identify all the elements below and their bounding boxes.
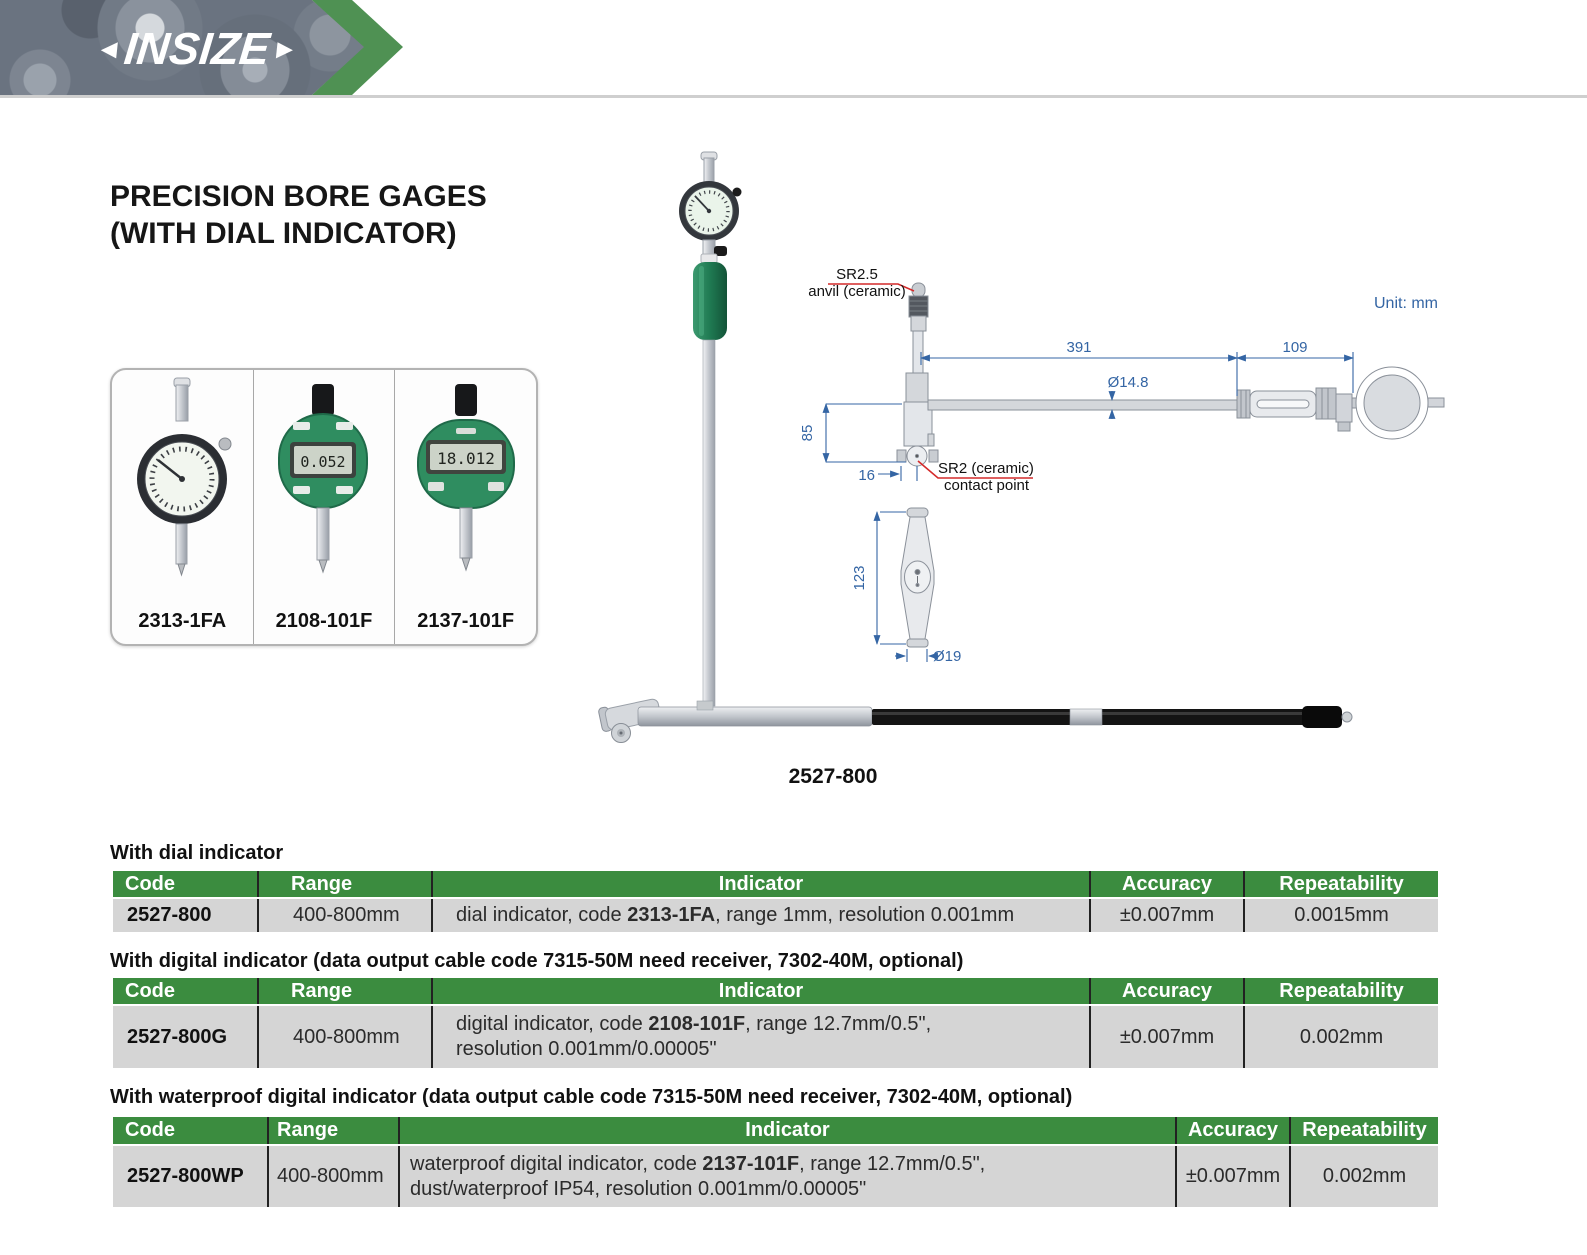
section-title-dial: With dial indicator bbox=[110, 842, 284, 864]
gallery-item-code: 2108-101F bbox=[275, 610, 373, 632]
cell-repeatability: 0.002mm bbox=[1322, 1165, 1407, 1187]
gallery-item-waterproof-digital-indicator bbox=[395, 370, 536, 644]
section-title-digital: With digital indicator (data output cable code 7315-50M need receiver, 7302-40M, optional) bbox=[110, 950, 964, 972]
gallery-item-code: 2313-1FA bbox=[138, 610, 227, 632]
cell-repeatability: 0.002mm bbox=[1299, 1025, 1384, 1048]
anvil-label-line1: SR2.5 bbox=[836, 266, 878, 283]
green-grip bbox=[693, 262, 727, 340]
gallery-item-dial-indicator bbox=[112, 370, 254, 644]
col-header-range: Range bbox=[259, 978, 433, 1004]
col-header-indicator: Indicator bbox=[433, 978, 1091, 1004]
col-header-indicator: Indicator bbox=[433, 871, 1091, 897]
cell-accuracy: ±0.007mm bbox=[1091, 899, 1245, 932]
page-title-line1: PRECISION BORE GAGES bbox=[110, 180, 487, 213]
logo-left-arrow-icon: ◄ bbox=[94, 33, 125, 64]
section-title-waterproof: With waterproof digital indicator (data output cable code 7315-50M need receiver, 7302-40M, optional) bbox=[110, 1086, 1073, 1108]
col-header-repeatability: Repeatability bbox=[1279, 979, 1404, 1002]
cell-indicator: dial indicator, code 2313-1FA, range 1mm, resolution 0.001mm bbox=[433, 899, 1091, 932]
col-header-accuracy: Accuracy bbox=[1091, 978, 1245, 1004]
col-header-code: Code bbox=[113, 1117, 269, 1144]
extension-rod bbox=[872, 706, 1352, 728]
contact-label-line2: contact point bbox=[944, 477, 1030, 494]
col-header-code: Code bbox=[113, 978, 259, 1004]
digital-indicator-image bbox=[254, 376, 394, 596]
lcd-value: 0.052 bbox=[300, 453, 346, 471]
col-header-indicator: Indicator bbox=[400, 1117, 1177, 1144]
cell-code: 2527-800WP bbox=[113, 1146, 269, 1207]
dim-85-label: 85 bbox=[799, 424, 816, 442]
table-header-row bbox=[113, 1117, 1438, 1146]
table-waterproof-digital-indicator bbox=[113, 1117, 1438, 1207]
col-header-range: Range bbox=[259, 871, 433, 897]
indicator-gallery bbox=[110, 368, 538, 646]
dim-123-label: 123 bbox=[851, 565, 868, 591]
anvil-label-line2: anvil (ceramic) bbox=[808, 283, 906, 300]
cell-code: 2527-800G bbox=[113, 1006, 259, 1068]
page-title-line2: (WITH DIAL INDICATOR) bbox=[110, 217, 457, 250]
gallery-item-digital-indicator bbox=[254, 370, 396, 644]
table-row bbox=[113, 1006, 1438, 1068]
col-header-accuracy: Accuracy bbox=[1091, 871, 1245, 897]
table-digital-indicator bbox=[113, 978, 1438, 1068]
cell-range: 400-800mm bbox=[269, 1146, 400, 1207]
col-header-code: Code bbox=[113, 871, 259, 897]
header-divider bbox=[0, 95, 1587, 98]
cell-indicator: waterproof digital indicator, code 2137-101F, range 12.7mm/0.5", dust/waterproof IP54, resolution 0.001mm/0.00005" bbox=[400, 1146, 1177, 1207]
insize-logo bbox=[89, 20, 305, 78]
table-header-row bbox=[113, 871, 1438, 899]
page-title bbox=[110, 178, 487, 252]
table-row bbox=[113, 899, 1438, 932]
page-header bbox=[0, 0, 1587, 95]
col-header-accuracy: Accuracy bbox=[1177, 1117, 1291, 1144]
logo-text: INSIZE bbox=[121, 23, 273, 74]
cell-repeatability: 0.0015mm bbox=[1294, 904, 1389, 926]
dim-391-label: 391 bbox=[1066, 339, 1092, 356]
product-code-label: 2527-800 bbox=[788, 765, 878, 788]
table-dial-indicator bbox=[113, 871, 1438, 932]
cell-indicator: digital indicator, code 2108-101F, range 12.7mm/0.5", resolution 0.001mm/0.00005" bbox=[433, 1006, 1091, 1068]
waterproof-digital-indicator-image bbox=[396, 376, 536, 596]
cell-range: 400-800mm bbox=[259, 1006, 433, 1068]
cell-code: 2527-800 bbox=[113, 899, 259, 932]
dial-indicator-image bbox=[112, 376, 252, 596]
dim-19-label: Ø19 bbox=[933, 648, 962, 665]
cell-range: 400-800mm bbox=[259, 899, 433, 932]
cell-accuracy: ±0.007mm bbox=[1091, 1006, 1245, 1068]
dim-rod-diameter-label: Ø14.8 bbox=[1107, 374, 1149, 391]
col-header-repeatability: Repeatability bbox=[1302, 1119, 1427, 1141]
col-header-range: Range bbox=[269, 1117, 400, 1144]
unit-label: Unit: mm bbox=[1374, 295, 1438, 312]
table-row bbox=[113, 1146, 1438, 1207]
cell-accuracy: ±0.007mm bbox=[1177, 1146, 1291, 1207]
contact-label-line1: SR2 (ceramic) bbox=[938, 460, 1034, 477]
technical-drawing bbox=[780, 250, 1460, 670]
col-header-repeatability: Repeatability bbox=[1279, 872, 1404, 895]
logo-right-arrow-icon: ► bbox=[269, 33, 300, 64]
gallery-item-code: 2137-101F bbox=[417, 610, 515, 632]
table-header-row bbox=[113, 978, 1438, 1006]
dim-109-label: 109 bbox=[1282, 339, 1308, 356]
lcd-value: 18.012 bbox=[436, 449, 495, 468]
dim-16-label: 16 bbox=[858, 467, 875, 484]
